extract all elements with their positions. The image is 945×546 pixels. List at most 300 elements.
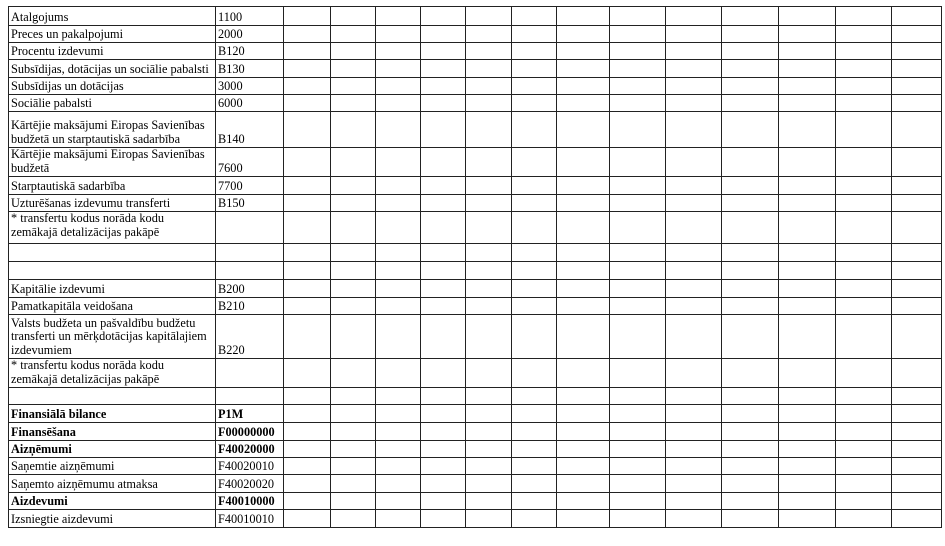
- value-cell[interactable]: [331, 112, 376, 148]
- value-cell[interactable]: [376, 423, 421, 441]
- value-cell[interactable]: [421, 148, 466, 177]
- value-cell[interactable]: [512, 298, 557, 315]
- value-cell[interactable]: [512, 7, 557, 26]
- value-cell[interactable]: [892, 298, 942, 315]
- value-cell[interactable]: [331, 405, 376, 423]
- value-cell[interactable]: [331, 78, 376, 95]
- value-cell[interactable]: [892, 441, 942, 458]
- value-cell[interactable]: [836, 359, 892, 388]
- value-cell[interactable]: [376, 212, 421, 244]
- value-cell[interactable]: [892, 112, 942, 148]
- value-cell[interactable]: [466, 95, 512, 112]
- value-cell[interactable]: [892, 388, 942, 405]
- value-cell[interactable]: [722, 112, 779, 148]
- value-cell[interactable]: [610, 95, 666, 112]
- value-cell[interactable]: [466, 262, 512, 280]
- value-cell[interactable]: [836, 493, 892, 510]
- value-cell[interactable]: [376, 195, 421, 212]
- value-cell[interactable]: [892, 493, 942, 510]
- value-cell[interactable]: [836, 177, 892, 195]
- value-cell[interactable]: [722, 405, 779, 423]
- value-cell[interactable]: [421, 95, 466, 112]
- value-cell[interactable]: [421, 423, 466, 441]
- value-cell[interactable]: [610, 212, 666, 244]
- value-cell[interactable]: [836, 441, 892, 458]
- value-cell[interactable]: [331, 195, 376, 212]
- value-cell[interactable]: [512, 405, 557, 423]
- value-cell[interactable]: [284, 441, 331, 458]
- value-cell[interactable]: [779, 262, 836, 280]
- value-cell[interactable]: [376, 298, 421, 315]
- value-cell[interactable]: [722, 458, 779, 475]
- value-cell[interactable]: [557, 475, 610, 493]
- value-cell[interactable]: [376, 458, 421, 475]
- value-cell[interactable]: [331, 7, 376, 26]
- value-cell[interactable]: [512, 359, 557, 388]
- value-cell[interactable]: [892, 7, 942, 26]
- value-cell[interactable]: [722, 177, 779, 195]
- value-cell[interactable]: [779, 423, 836, 441]
- value-cell[interactable]: [284, 177, 331, 195]
- value-cell[interactable]: [722, 60, 779, 78]
- value-cell[interactable]: [557, 212, 610, 244]
- value-cell[interactable]: [376, 78, 421, 95]
- value-cell[interactable]: [284, 212, 331, 244]
- value-cell[interactable]: [376, 388, 421, 405]
- value-cell[interactable]: [557, 43, 610, 60]
- value-cell[interactable]: [779, 95, 836, 112]
- value-cell[interactable]: [666, 441, 722, 458]
- value-cell[interactable]: [284, 493, 331, 510]
- value-cell[interactable]: [610, 493, 666, 510]
- value-cell[interactable]: [421, 359, 466, 388]
- value-cell[interactable]: [722, 475, 779, 493]
- value-cell[interactable]: [466, 212, 512, 244]
- value-cell[interactable]: [466, 177, 512, 195]
- value-cell[interactable]: [421, 78, 466, 95]
- value-cell[interactable]: [331, 60, 376, 78]
- value-cell[interactable]: [512, 78, 557, 95]
- value-cell[interactable]: [557, 244, 610, 262]
- value-cell[interactable]: [666, 298, 722, 315]
- value-cell[interactable]: [779, 244, 836, 262]
- value-cell[interactable]: [376, 405, 421, 423]
- value-cell[interactable]: [779, 493, 836, 510]
- value-cell[interactable]: [284, 95, 331, 112]
- value-cell[interactable]: [466, 388, 512, 405]
- value-cell[interactable]: [512, 510, 557, 528]
- value-cell[interactable]: [512, 195, 557, 212]
- value-cell[interactable]: [779, 458, 836, 475]
- value-cell[interactable]: [376, 262, 421, 280]
- value-cell[interactable]: [421, 298, 466, 315]
- value-cell[interactable]: [779, 60, 836, 78]
- value-cell[interactable]: [779, 26, 836, 43]
- value-cell[interactable]: [557, 280, 610, 298]
- value-cell[interactable]: [284, 26, 331, 43]
- value-cell[interactable]: [722, 388, 779, 405]
- value-cell[interactable]: [666, 244, 722, 262]
- value-cell[interactable]: [779, 78, 836, 95]
- value-cell[interactable]: [466, 475, 512, 493]
- value-cell[interactable]: [557, 195, 610, 212]
- value-cell[interactable]: [331, 493, 376, 510]
- value-cell[interactable]: [610, 315, 666, 359]
- value-cell[interactable]: [779, 405, 836, 423]
- value-cell[interactable]: [722, 280, 779, 298]
- value-cell[interactable]: [512, 388, 557, 405]
- value-cell[interactable]: [836, 244, 892, 262]
- value-cell[interactable]: [557, 112, 610, 148]
- value-cell[interactable]: [284, 510, 331, 528]
- value-cell[interactable]: [666, 60, 722, 78]
- value-cell[interactable]: [421, 315, 466, 359]
- value-cell[interactable]: [779, 280, 836, 298]
- value-cell[interactable]: [512, 212, 557, 244]
- value-cell[interactable]: [331, 148, 376, 177]
- value-cell[interactable]: [512, 26, 557, 43]
- value-cell[interactable]: [722, 195, 779, 212]
- value-cell[interactable]: [722, 298, 779, 315]
- value-cell[interactable]: [836, 510, 892, 528]
- value-cell[interactable]: [610, 7, 666, 26]
- value-cell[interactable]: [836, 298, 892, 315]
- value-cell[interactable]: [722, 43, 779, 60]
- value-cell[interactable]: [421, 441, 466, 458]
- value-cell[interactable]: [557, 262, 610, 280]
- value-cell[interactable]: [466, 315, 512, 359]
- value-cell[interactable]: [666, 458, 722, 475]
- value-cell[interactable]: [557, 26, 610, 43]
- value-cell[interactable]: [836, 43, 892, 60]
- value-cell[interactable]: [331, 510, 376, 528]
- value-cell[interactable]: [666, 510, 722, 528]
- value-cell[interactable]: [779, 359, 836, 388]
- value-cell[interactable]: [421, 177, 466, 195]
- value-cell[interactable]: [722, 510, 779, 528]
- value-cell[interactable]: [512, 43, 557, 60]
- value-cell[interactable]: [331, 244, 376, 262]
- value-cell[interactable]: [512, 148, 557, 177]
- value-cell[interactable]: [666, 315, 722, 359]
- value-cell[interactable]: [610, 441, 666, 458]
- value-cell[interactable]: [421, 493, 466, 510]
- value-cell[interactable]: [892, 177, 942, 195]
- value-cell[interactable]: [284, 112, 331, 148]
- value-cell[interactable]: [610, 26, 666, 43]
- value-cell[interactable]: [331, 43, 376, 60]
- value-cell[interactable]: [892, 315, 942, 359]
- value-cell[interactable]: [722, 212, 779, 244]
- value-cell[interactable]: [512, 280, 557, 298]
- value-cell[interactable]: [466, 78, 512, 95]
- value-cell[interactable]: [557, 423, 610, 441]
- value-cell[interactable]: [284, 78, 331, 95]
- value-cell[interactable]: [779, 510, 836, 528]
- value-cell[interactable]: [376, 7, 421, 26]
- value-cell[interactable]: [610, 60, 666, 78]
- value-cell[interactable]: [512, 458, 557, 475]
- value-cell[interactable]: [557, 148, 610, 177]
- value-cell[interactable]: [666, 95, 722, 112]
- value-cell[interactable]: [466, 244, 512, 262]
- value-cell[interactable]: [512, 493, 557, 510]
- value-cell[interactable]: [610, 280, 666, 298]
- value-cell[interactable]: [557, 458, 610, 475]
- value-cell[interactable]: [610, 244, 666, 262]
- value-cell[interactable]: [610, 112, 666, 148]
- value-cell[interactable]: [284, 195, 331, 212]
- value-cell[interactable]: [376, 60, 421, 78]
- value-cell[interactable]: [666, 388, 722, 405]
- value-cell[interactable]: [376, 43, 421, 60]
- value-cell[interactable]: [666, 148, 722, 177]
- value-cell[interactable]: [331, 359, 376, 388]
- value-cell[interactable]: [376, 95, 421, 112]
- value-cell[interactable]: [892, 280, 942, 298]
- value-cell[interactable]: [836, 405, 892, 423]
- value-cell[interactable]: [722, 78, 779, 95]
- value-cell[interactable]: [666, 280, 722, 298]
- value-cell[interactable]: [376, 26, 421, 43]
- value-cell[interactable]: [557, 510, 610, 528]
- value-cell[interactable]: [892, 212, 942, 244]
- value-cell[interactable]: [779, 177, 836, 195]
- value-cell[interactable]: [284, 7, 331, 26]
- value-cell[interactable]: [512, 423, 557, 441]
- value-cell[interactable]: [512, 262, 557, 280]
- value-cell[interactable]: [284, 359, 331, 388]
- value-cell[interactable]: [466, 298, 512, 315]
- value-cell[interactable]: [557, 60, 610, 78]
- value-cell[interactable]: [666, 195, 722, 212]
- value-cell[interactable]: [610, 510, 666, 528]
- value-cell[interactable]: [892, 244, 942, 262]
- value-cell[interactable]: [666, 359, 722, 388]
- value-cell[interactable]: [722, 95, 779, 112]
- value-cell[interactable]: [376, 177, 421, 195]
- value-cell[interactable]: [722, 7, 779, 26]
- value-cell[interactable]: [610, 262, 666, 280]
- value-cell[interactable]: [421, 510, 466, 528]
- value-cell[interactable]: [836, 280, 892, 298]
- value-cell[interactable]: [722, 262, 779, 280]
- value-cell[interactable]: [779, 43, 836, 60]
- value-cell[interactable]: [557, 405, 610, 423]
- value-cell[interactable]: [836, 315, 892, 359]
- value-cell[interactable]: [836, 262, 892, 280]
- value-cell[interactable]: [610, 405, 666, 423]
- value-cell[interactable]: [466, 405, 512, 423]
- value-cell[interactable]: [557, 359, 610, 388]
- value-cell[interactable]: [331, 212, 376, 244]
- value-cell[interactable]: [557, 78, 610, 95]
- value-cell[interactable]: [557, 441, 610, 458]
- value-cell[interactable]: [666, 475, 722, 493]
- value-cell[interactable]: [836, 78, 892, 95]
- value-cell[interactable]: [892, 510, 942, 528]
- value-cell[interactable]: [466, 280, 512, 298]
- value-cell[interactable]: [284, 475, 331, 493]
- value-cell[interactable]: [836, 60, 892, 78]
- value-cell[interactable]: [284, 43, 331, 60]
- value-cell[interactable]: [722, 148, 779, 177]
- value-cell[interactable]: [557, 315, 610, 359]
- value-cell[interactable]: [331, 177, 376, 195]
- value-cell[interactable]: [331, 298, 376, 315]
- value-cell[interactable]: [421, 388, 466, 405]
- value-cell[interactable]: [466, 43, 512, 60]
- value-cell[interactable]: [557, 388, 610, 405]
- value-cell[interactable]: [892, 60, 942, 78]
- value-cell[interactable]: [610, 423, 666, 441]
- value-cell[interactable]: [666, 423, 722, 441]
- value-cell[interactable]: [331, 423, 376, 441]
- value-cell[interactable]: [610, 78, 666, 95]
- value-cell[interactable]: [836, 388, 892, 405]
- value-cell[interactable]: [722, 423, 779, 441]
- value-cell[interactable]: [666, 43, 722, 60]
- value-cell[interactable]: [836, 475, 892, 493]
- value-cell[interactable]: [892, 195, 942, 212]
- value-cell[interactable]: [512, 441, 557, 458]
- value-cell[interactable]: [892, 95, 942, 112]
- value-cell[interactable]: [466, 60, 512, 78]
- value-cell[interactable]: [610, 177, 666, 195]
- value-cell[interactable]: [512, 95, 557, 112]
- value-cell[interactable]: [331, 458, 376, 475]
- value-cell[interactable]: [512, 112, 557, 148]
- value-cell[interactable]: [421, 60, 466, 78]
- value-cell[interactable]: [331, 280, 376, 298]
- value-cell[interactable]: [421, 475, 466, 493]
- value-cell[interactable]: [557, 177, 610, 195]
- value-cell[interactable]: [610, 43, 666, 60]
- value-cell[interactable]: [557, 493, 610, 510]
- value-cell[interactable]: [284, 405, 331, 423]
- value-cell[interactable]: [421, 262, 466, 280]
- value-cell[interactable]: [836, 212, 892, 244]
- value-cell[interactable]: [666, 112, 722, 148]
- value-cell[interactable]: [779, 315, 836, 359]
- value-cell[interactable]: [421, 195, 466, 212]
- value-cell[interactable]: [892, 262, 942, 280]
- value-cell[interactable]: [284, 298, 331, 315]
- value-cell[interactable]: [610, 475, 666, 493]
- value-cell[interactable]: [610, 148, 666, 177]
- value-cell[interactable]: [284, 60, 331, 78]
- value-cell[interactable]: [284, 244, 331, 262]
- value-cell[interactable]: [557, 7, 610, 26]
- value-cell[interactable]: [331, 441, 376, 458]
- value-cell[interactable]: [466, 423, 512, 441]
- value-cell[interactable]: [512, 315, 557, 359]
- value-cell[interactable]: [779, 475, 836, 493]
- value-cell[interactable]: [376, 493, 421, 510]
- value-cell[interactable]: [421, 280, 466, 298]
- value-cell[interactable]: [722, 359, 779, 388]
- value-cell[interactable]: [466, 510, 512, 528]
- value-cell[interactable]: [779, 195, 836, 212]
- value-cell[interactable]: [666, 7, 722, 26]
- value-cell[interactable]: [610, 359, 666, 388]
- value-cell[interactable]: [892, 359, 942, 388]
- value-cell[interactable]: [892, 26, 942, 43]
- value-cell[interactable]: [836, 195, 892, 212]
- value-cell[interactable]: [666, 78, 722, 95]
- value-cell[interactable]: [466, 359, 512, 388]
- value-cell[interactable]: [666, 212, 722, 244]
- value-cell[interactable]: [284, 280, 331, 298]
- value-cell[interactable]: [610, 195, 666, 212]
- value-cell[interactable]: [836, 423, 892, 441]
- value-cell[interactable]: [779, 112, 836, 148]
- value-cell[interactable]: [892, 148, 942, 177]
- value-cell[interactable]: [512, 244, 557, 262]
- value-cell[interactable]: [557, 298, 610, 315]
- value-cell[interactable]: [421, 43, 466, 60]
- value-cell[interactable]: [512, 475, 557, 493]
- value-cell[interactable]: [466, 441, 512, 458]
- value-cell[interactable]: [512, 177, 557, 195]
- value-cell[interactable]: [779, 148, 836, 177]
- value-cell[interactable]: [610, 298, 666, 315]
- value-cell[interactable]: [779, 212, 836, 244]
- value-cell[interactable]: [666, 26, 722, 43]
- value-cell[interactable]: [779, 7, 836, 26]
- value-cell[interactable]: [284, 148, 331, 177]
- value-cell[interactable]: [836, 148, 892, 177]
- value-cell[interactable]: [610, 458, 666, 475]
- value-cell[interactable]: [376, 359, 421, 388]
- value-cell[interactable]: [376, 441, 421, 458]
- value-cell[interactable]: [284, 388, 331, 405]
- value-cell[interactable]: [666, 405, 722, 423]
- value-cell[interactable]: [836, 7, 892, 26]
- value-cell[interactable]: [892, 78, 942, 95]
- value-cell[interactable]: [376, 148, 421, 177]
- value-cell[interactable]: [666, 262, 722, 280]
- value-cell[interactable]: [331, 26, 376, 43]
- value-cell[interactable]: [512, 60, 557, 78]
- value-cell[interactable]: [376, 510, 421, 528]
- value-cell[interactable]: [466, 148, 512, 177]
- value-cell[interactable]: [376, 112, 421, 148]
- value-cell[interactable]: [466, 112, 512, 148]
- value-cell[interactable]: [421, 26, 466, 43]
- value-cell[interactable]: [421, 112, 466, 148]
- value-cell[interactable]: [284, 262, 331, 280]
- value-cell[interactable]: [666, 493, 722, 510]
- value-cell[interactable]: [892, 458, 942, 475]
- value-cell[interactable]: [892, 405, 942, 423]
- value-cell[interactable]: [836, 458, 892, 475]
- value-cell[interactable]: [836, 26, 892, 43]
- value-cell[interactable]: [722, 315, 779, 359]
- value-cell[interactable]: [331, 95, 376, 112]
- value-cell[interactable]: [722, 493, 779, 510]
- value-cell[interactable]: [331, 262, 376, 280]
- value-cell[interactable]: [466, 458, 512, 475]
- value-cell[interactable]: [836, 95, 892, 112]
- value-cell[interactable]: [466, 26, 512, 43]
- value-cell[interactable]: [331, 475, 376, 493]
- value-cell[interactable]: [376, 475, 421, 493]
- value-cell[interactable]: [610, 388, 666, 405]
- value-cell[interactable]: [557, 95, 610, 112]
- value-cell[interactable]: [421, 7, 466, 26]
- value-cell[interactable]: [779, 441, 836, 458]
